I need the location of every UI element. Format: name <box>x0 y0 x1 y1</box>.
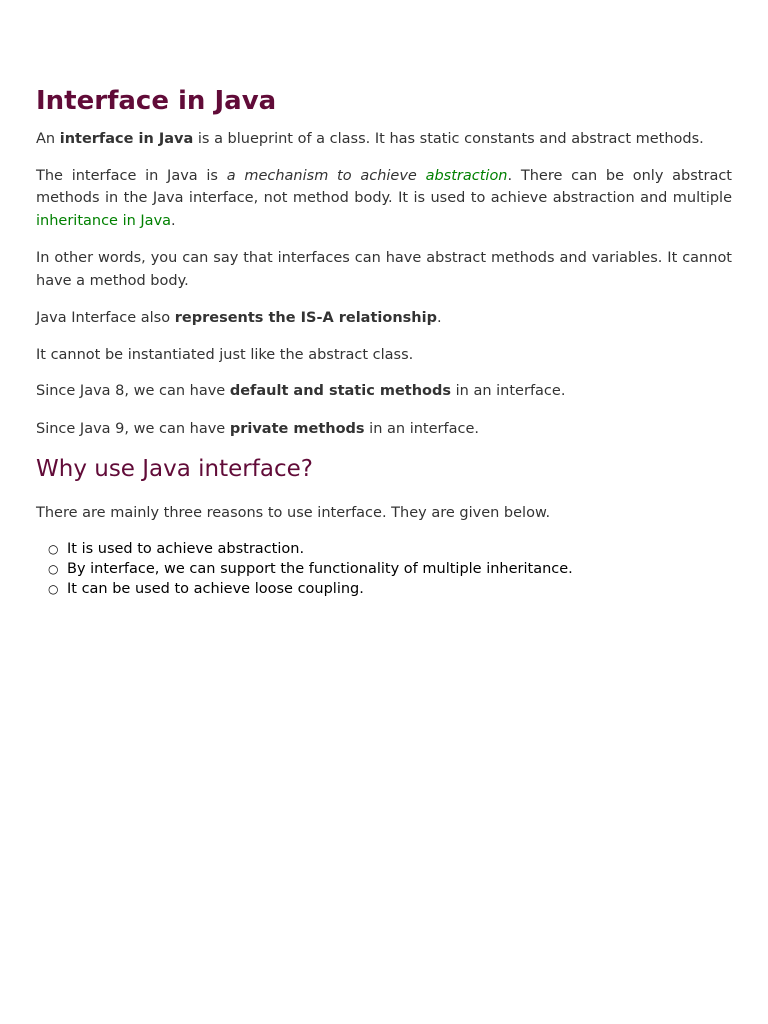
is-a-paragraph <box>36 307 732 330</box>
section-subtitle: Why use Java interface? <box>36 456 313 482</box>
list-item-text: It can be used to achieve loose coupling. <box>67 580 364 597</box>
page-title: Interface in Java <box>36 86 277 116</box>
is-a-bold: represents the IS-A relationship <box>174 310 437 326</box>
list-item-text: It is used to achieve abstraction. <box>67 540 305 557</box>
mechanism-italic-text: a mechanism to achieve <box>226 167 426 184</box>
mechanism-pre: The interface in Java is <box>36 167 227 184</box>
java8-post: in an interface. <box>451 383 566 399</box>
circle-bullet-icon: ○ <box>48 561 59 576</box>
list-item <box>48 559 732 579</box>
java9-bold: private methods <box>229 420 365 437</box>
list-item <box>48 579 732 599</box>
is-a-pre: Java Interface also <box>36 310 175 326</box>
reasons-list <box>36 539 732 599</box>
intro-pre: An <box>36 131 60 147</box>
circle-bullet-icon: ○ <box>48 541 59 556</box>
article-content <box>36 84 732 599</box>
java9-pre: Since Java 9, we can have <box>36 420 230 437</box>
circle-bullet-icon: ○ <box>48 581 59 596</box>
mechanism-italic <box>227 168 508 184</box>
intro-paragraph <box>36 128 732 151</box>
list-item-text: By interface, we can support the functionality of multiple inheritance. <box>67 560 573 577</box>
java8-pre: Since Java 8, we can have <box>36 383 230 399</box>
java9-paragraph <box>36 418 732 441</box>
mechanism-paragraph <box>36 165 732 233</box>
intro-post: is a blueprint of a class. It has static constants and abstract methods. <box>193 131 704 147</box>
list-item <box>48 539 732 559</box>
java9-post: in an interface. <box>364 420 479 437</box>
other-words-paragraph: In other words, you can say that interfaces can have abstract methods and variables. It cannot have a method body. <box>36 250 732 289</box>
is-a-post: . <box>436 310 442 326</box>
mechanism-mid: . There can be only abstract methods in the Java interface, not method body. It is used to achieve abstraction and multiple <box>36 167 732 206</box>
java8-bold: default and static methods <box>229 383 452 399</box>
reasons-intro-paragraph: There are mainly three reasons to use interface. They are given below. <box>36 505 551 521</box>
mechanism-post: . <box>171 212 176 229</box>
inheritance-link[interactable]: inheritance in Java <box>36 212 172 229</box>
intro-bold: interface in Java <box>59 131 194 147</box>
java8-paragraph <box>36 380 732 403</box>
instantiate-paragraph: It cannot be instantiated just like the abstract class. <box>36 346 414 363</box>
abstraction-link[interactable]: abstraction <box>425 167 508 184</box>
